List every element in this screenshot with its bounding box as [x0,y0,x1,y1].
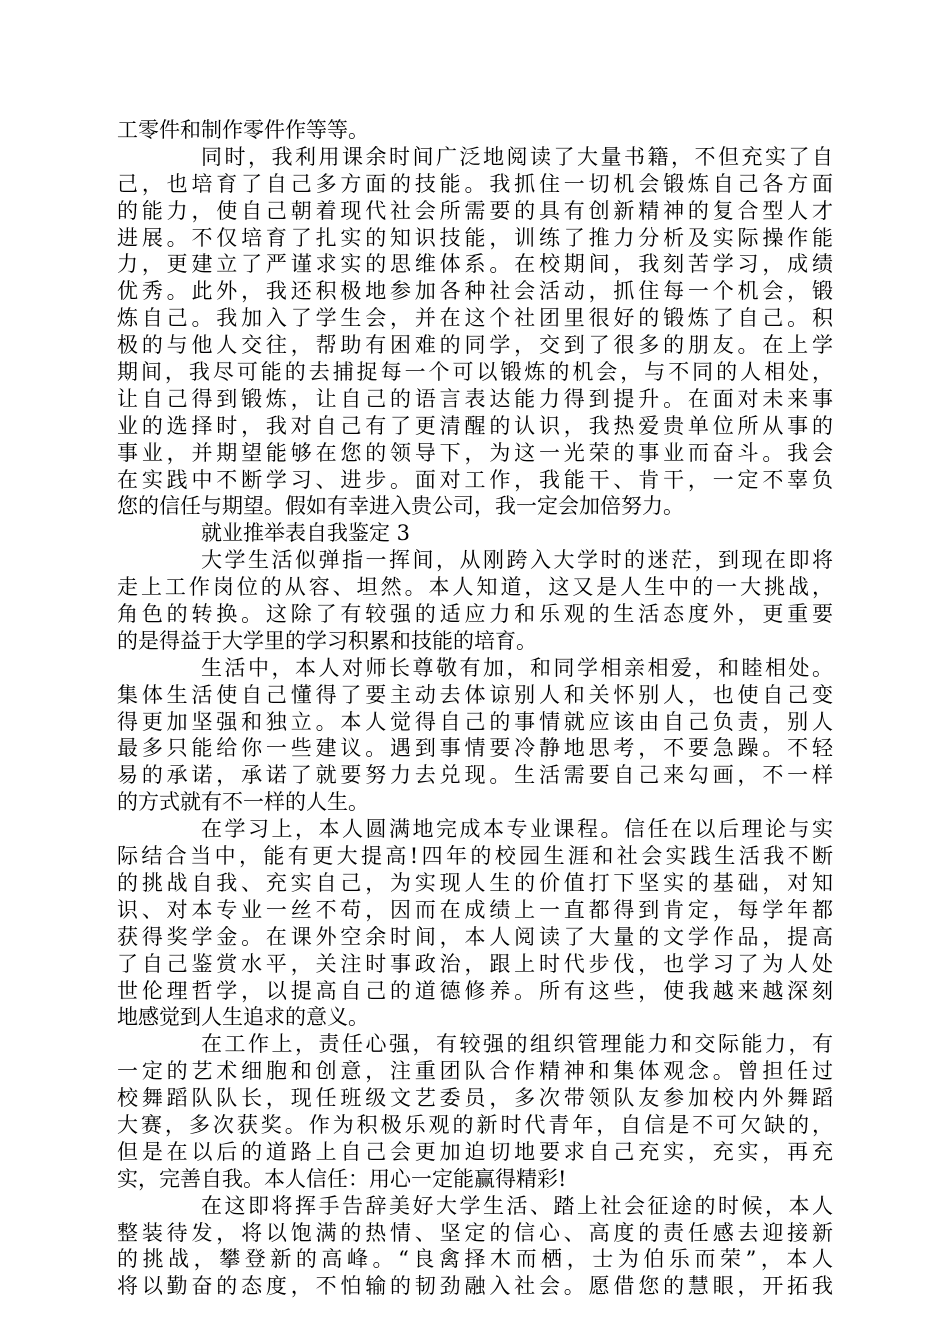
text-line: 同时，我利用课余时间广泛地阅读了大量书籍，不但充实了自 [201,144,833,169]
text-line: 了自己鉴赏水平，关注时事政治，跟上时代步伐，也学习了为人处 [117,951,833,976]
text-line: 工零件和制作零件作等等。 [117,118,369,142]
text-line: 地感觉到人生追求的意义。 [117,1005,369,1030]
text-line: 您的信任与期望。假如有幸进入贵公司，我一定会加倍努力。 [117,494,684,519]
text-line: 炼自己。我加入了学生会，并在这个社团里很好的锻炼了自己。积 [117,306,833,331]
text-line: 识、对本专业一丝不苟，因而在成绩上一直都得到肯定，每学年都 [117,897,833,922]
text-line: 优秀。此外，我还积极地参加各种社会活动，抓住每一个机会，锻 [117,279,833,304]
text-line: 世伦理哲学，以提高自己的道德修养。所有这些，使我越来越深刻 [117,978,833,1003]
text-line: 实，完善自我。本人信任：用心一定能赢得精彩! [117,1166,567,1191]
text-line: 际结合当中，能有更大提高!四年的校园生涯和社会实践生活我不断 [117,844,833,869]
text-line: 业的选择时，我对自己有了更清醒的认识，我热爱贵单位所从事的 [117,413,833,438]
text-line: 得更加坚强和独立。本人觉得自己的事情就应该由自己负责，别人 [117,709,833,734]
text-line: 己，也培育了自己多方面的技能。我抓住一切机会锻炼自己各方面 [117,171,833,196]
text-line: 集体生活使自己懂得了要主动去体谅别人和关怀别人，也使自己变 [117,682,833,707]
text-line: 在这即将挥手告辞美好大学生活、踏上社会征途的时候，本人 [201,1193,833,1218]
text-line: 将以勤奋的态度，不怕输的韧劲融入社会。愿借您的慧眼，开拓我 [117,1274,833,1299]
text-line: 在工作上，责任心强，有较强的组织管理能力和交际能力，有 [201,1032,833,1057]
text-line: 在学习上，本人圆满地完成本专业课程。信任在以后理论与实 [201,817,833,842]
text-line: 大学生活似弹指一挥间，从刚跨入大学时的迷茫，到现在即将 [201,548,833,573]
text-line: 就业推举表自我鉴定 3 [201,521,411,546]
text-line: 获得奖学金。在课外空余时间，本人阅读了大量的文学作品，提高 [117,924,833,949]
text-line: 最多只能给你一些建议。遇到事情要冷静地思考，不要急躁。不轻 [117,736,833,761]
document-body [117,117,833,1300]
text-line: 角色的转换。这除了有较强的适应力和乐观的生活态度外，更重要 [117,602,833,627]
text-line: 期间，我尽可能的去捕捉每一个可以锻炼的机会，与不同的人相处， [117,360,833,385]
text-line: 力，更建立了严谨求实的思维体系。在校期间，我刻苦学习，成绩 [117,252,833,277]
text-line: 校舞蹈队队长，现任班级文艺委员，多次带领队友参加校内外舞蹈 [117,1086,833,1111]
text-line: 的是得益于大学里的学习积累和技能的培育。 [117,628,537,653]
text-line: 大赛，多次获奖。作为积极乐观的新时代青年，自信是不可欠缺的， [117,1112,833,1137]
text-line: 在实践中不断学习、进步。面对工作，我能干、肯干，一定不辜负 [117,467,833,492]
text-line: 事业，并期望能够在您的领导下，为这一光荣的事业而奋斗。我会 [117,440,833,465]
text-line: 走上工作岗位的从容、坦然。本人知道，这又是人生中的一大挑战， [117,575,833,600]
text-line: 的方式就有不一样的人生。 [117,790,369,815]
text-line: 的能力，使自己朝着现代社会所需要的具有创新精神的复合型人才 [117,198,833,223]
text-line: 极的与他人交往，帮助有困难的同学，交到了很多的朋友。在上学 [117,333,833,358]
text-line: 整装待发，将以饱满的热情、坚定的信心、高度的责任感去迎接新 [117,1220,833,1245]
text-line: 的挑战自我、充实自己，为实现人生的价值打下坚实的基础，对知 [117,870,833,895]
text-line: 的挑战，攀登新的高峰。“良禽择木而栖，士为伯乐而荣”，本人 [117,1247,833,1272]
text-line: 生活中，本人对师长尊敬有加，和同学相亲相爱，和睦相处。 [201,655,833,680]
text-line: 进展。不仅培育了扎实的知识技能，训练了推力分析及实际操作能 [117,225,833,250]
text-line: 但是在以后的道路上自己会更加迫切地要求自己充实，充实，再充 [117,1139,833,1164]
text-line: 让自己得到锻炼，让自己的语言表达能力得到提升。在面对未来事 [117,386,833,411]
text-line: 一定的艺术细胞和创意，注重团队合作精神和集体观念。曾担任过 [117,1059,833,1084]
text-line: 易的承诺，承诺了就要努力去兑现。生活需要自己来勾画，不一样 [117,763,833,788]
